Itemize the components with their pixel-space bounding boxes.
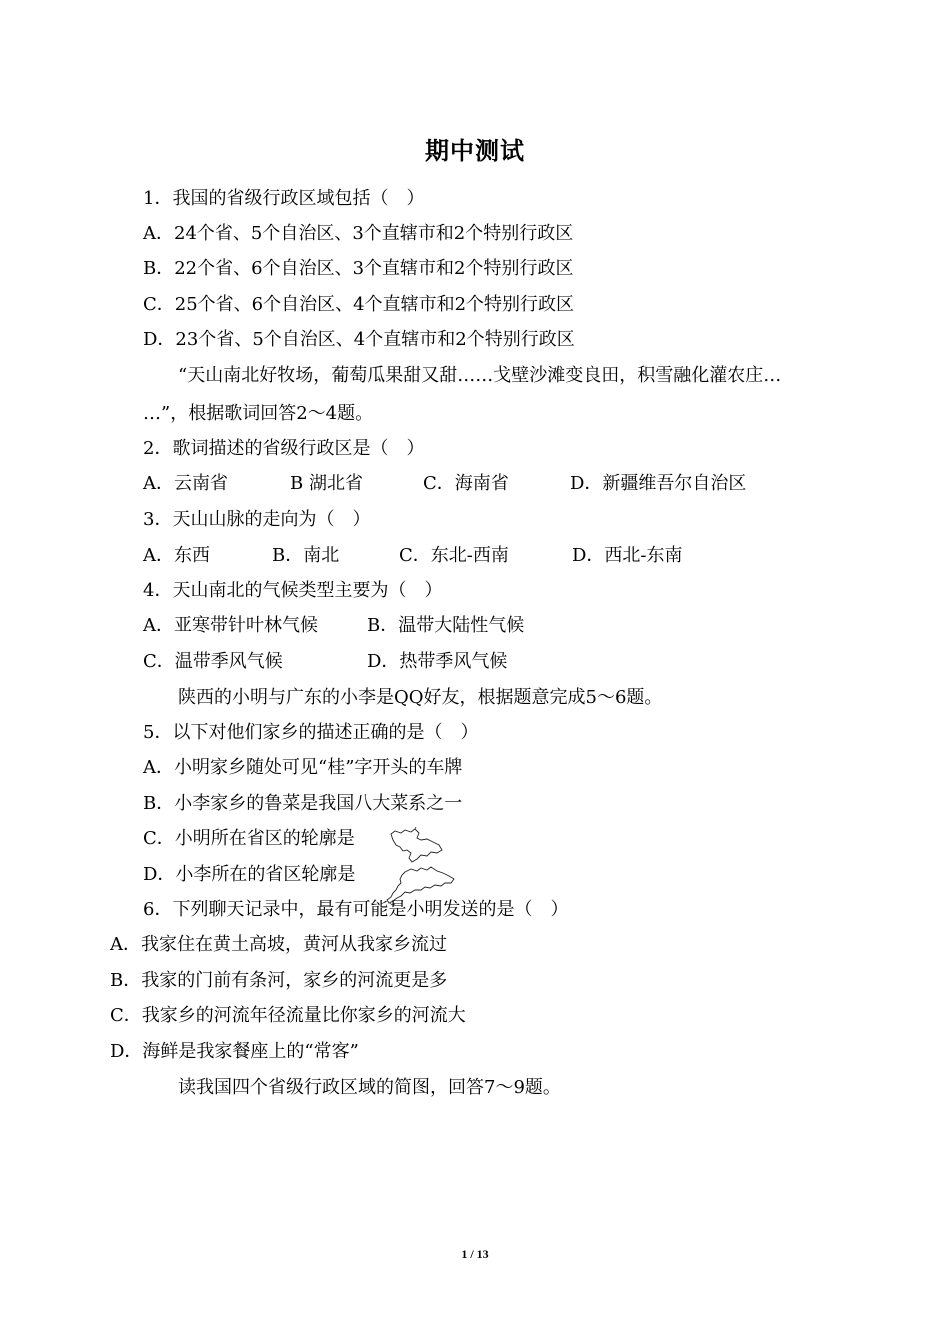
q2-option-c: C．海南省 [423, 473, 509, 494]
passage-lyrics-line1: “天山南北好牧场，葡萄瓜果甜又甜……戈壁沙滩变良田，积雪融化灌农庄… [178, 365, 782, 386]
q3-option-d: D．西北-东南 [572, 545, 683, 566]
passage-lyrics-line2: …”，根据歌词回答2～4题。 [143, 403, 374, 424]
page-number: 1 / 13 [461, 1247, 489, 1261]
passage-map-intro: 读我国四个省级行政区域的简图，回答7～9题。 [178, 1077, 561, 1098]
q5-stem: 5．以下对他们家乡的描述正确的是（ ） [143, 722, 479, 743]
q6-option-b: B．我家的门前有条河，家乡的河流更是多 [110, 970, 448, 991]
q4-option-b: B．温带大陆性气候 [367, 615, 525, 636]
q1-option-a: A．24个省、5个自治区、3个直辖市和2个特别行政区 [143, 223, 574, 244]
q4-option-d: D．热带季风气候 [367, 651, 508, 672]
q2-option-a: A．云南省 [143, 473, 228, 494]
q5-option-c: C．小明所在省区的轮廓是 [143, 828, 355, 849]
province-outline-c-icon [385, 826, 445, 866]
q4-option-a: A．亚寒带针叶林气候 [143, 615, 318, 636]
q5-option-d: D．小李所在的省区轮廓是 [143, 864, 356, 885]
q6-option-c: C．我家乡的河流年径流量比你家乡的河流大 [110, 1005, 466, 1026]
q3-stem: 3．天山山脉的走向为（ ） [143, 509, 371, 530]
q1-option-c: C．25个省、6个自治区、4个直辖市和2个特别行政区 [143, 294, 575, 315]
q2-option-d: D．新疆维吾尔自治区 [570, 473, 747, 494]
page-title: 期中测试 [425, 136, 525, 165]
q1-option-d: D．23个省、5个自治区、4个直辖市和2个特别行政区 [143, 329, 575, 350]
q3-option-a: A．东西 [143, 545, 210, 566]
q1-option-b: B．22个省、6个自治区、3个直辖市和2个特别行政区 [143, 258, 574, 279]
q4-option-c: C．温带季风气候 [143, 651, 283, 672]
q5-option-a: A．小明家乡随处可见“桂”字开头的车牌 [143, 757, 463, 778]
q6-option-a: A．我家住在黄土高坡，黄河从我家乡流过 [110, 934, 447, 955]
q1-stem: 1．我国的省级行政区域包括（ ） [143, 188, 425, 209]
q6-stem: 6．下列聊天记录中，最有可能是小明发送的是（ ） [143, 899, 569, 920]
q2-stem: 2．歌词描述的省级行政区是（ ） [143, 438, 425, 459]
q4-stem: 4．天山南北的气候类型主要为（ ） [143, 580, 443, 601]
passage-qq-friends: 陕西的小明与广东的小李是QQ好友，根据题意完成5～6题。 [178, 687, 663, 708]
q3-option-c: C．东北-西南 [399, 545, 509, 566]
q5-option-b: B．小李家乡的鲁菜是我国八大菜系之一 [143, 793, 463, 814]
q2-option-b: B 湖北省 [290, 473, 363, 494]
q3-option-b: B．南北 [272, 545, 340, 566]
q6-option-d: D．海鲜是我家餐座上的“常客” [110, 1041, 359, 1062]
